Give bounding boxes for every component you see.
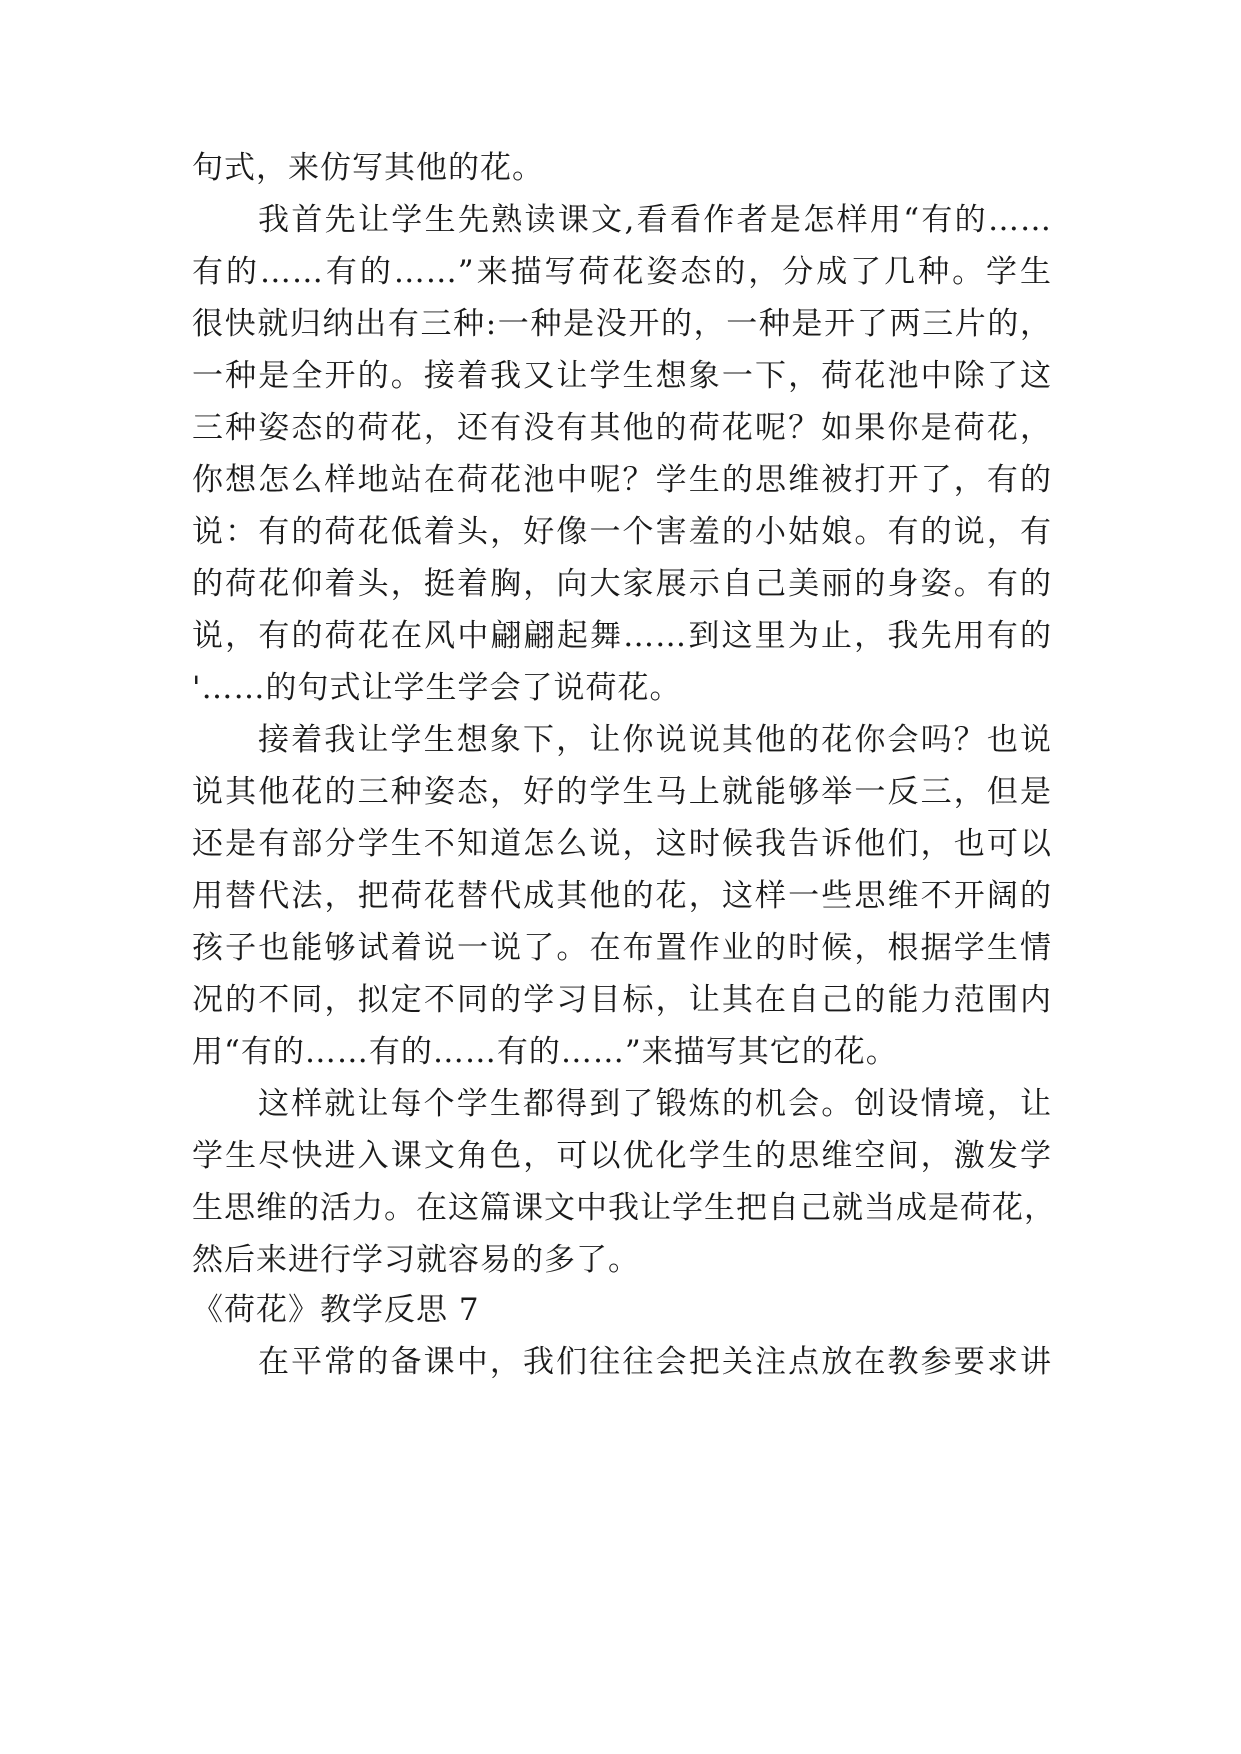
text-line: 句式，来仿写其他的花。 [192,150,544,186]
text-line: 有的……有的……”来描写荷花姿态的，分成了几种。学生 [192,254,1052,290]
text-line: 学生尽快进入课文角色，可以优化学生的思维空间，激发学 [192,1138,1052,1174]
text-line: 一种是全开的。接着我又让学生想象一下，荷花池中除了这 [192,358,1052,394]
text-line: 说，有的荷花在风中翩翩起舞……到这里为止，我先用有的 [192,618,1052,654]
text-line: 还是有部分学生不知道怎么说，这时候我告诉他们，也可以 [192,826,1052,862]
text-line: 我首先让学生先熟读课文,看看作者是怎样用“有的…… [258,202,1052,238]
text-line: 用替代法，把荷花替代成其他的花，这样一些思维不开阔的 [192,878,1052,914]
text-line: '……的句式让学生学会了说荷花。 [192,670,682,706]
text-line: 生思维的活力。在这篇课文中我让学生把自己就当成是荷花， [192,1190,1056,1226]
text-line: 说其他花的三种姿态，好的学生马上就能够举一反三，但是 [192,774,1052,810]
section-heading: 《荷花》教学反思 7 [192,1292,480,1328]
text-line: 在平常的备课中，我们往往会把关注点放在教参要求讲 [258,1344,1052,1380]
text-line: 用“有的……有的……有的……”来描写其它的花。 [192,1034,898,1070]
text-line: 况的不同，拟定不同的学习目标，让其在自己的能力范围内 [192,982,1052,1018]
text-line: 你想怎么样地站在荷花池中呢？学生的思维被打开了，有的 [192,462,1052,498]
text-line: 说：有的荷花低着头，好像一个害羞的小姑娘。有的说，有 [192,514,1052,550]
text-line: 很快就归纳出有三种:一种是没开的，一种是开了两三片的， [192,306,1052,342]
text-line: 接着我让学生想象下，让你说说其他的花你会吗？也说 [258,722,1052,758]
text-line: 这样就让每个学生都得到了锻炼的机会。创设情境，让 [258,1086,1052,1122]
text-line: 三种姿态的荷花，还有没有其他的荷花呢？如果你是荷花， [192,410,1052,446]
text-line: 然后来进行学习就容易的多了。 [192,1242,640,1278]
text-line: 孩子也能够试着说一说了。在布置作业的时候，根据学生情 [192,930,1052,966]
text-line: 的荷花仰着头，挺着胸，向大家展示自己美丽的身姿。有的 [192,566,1052,602]
